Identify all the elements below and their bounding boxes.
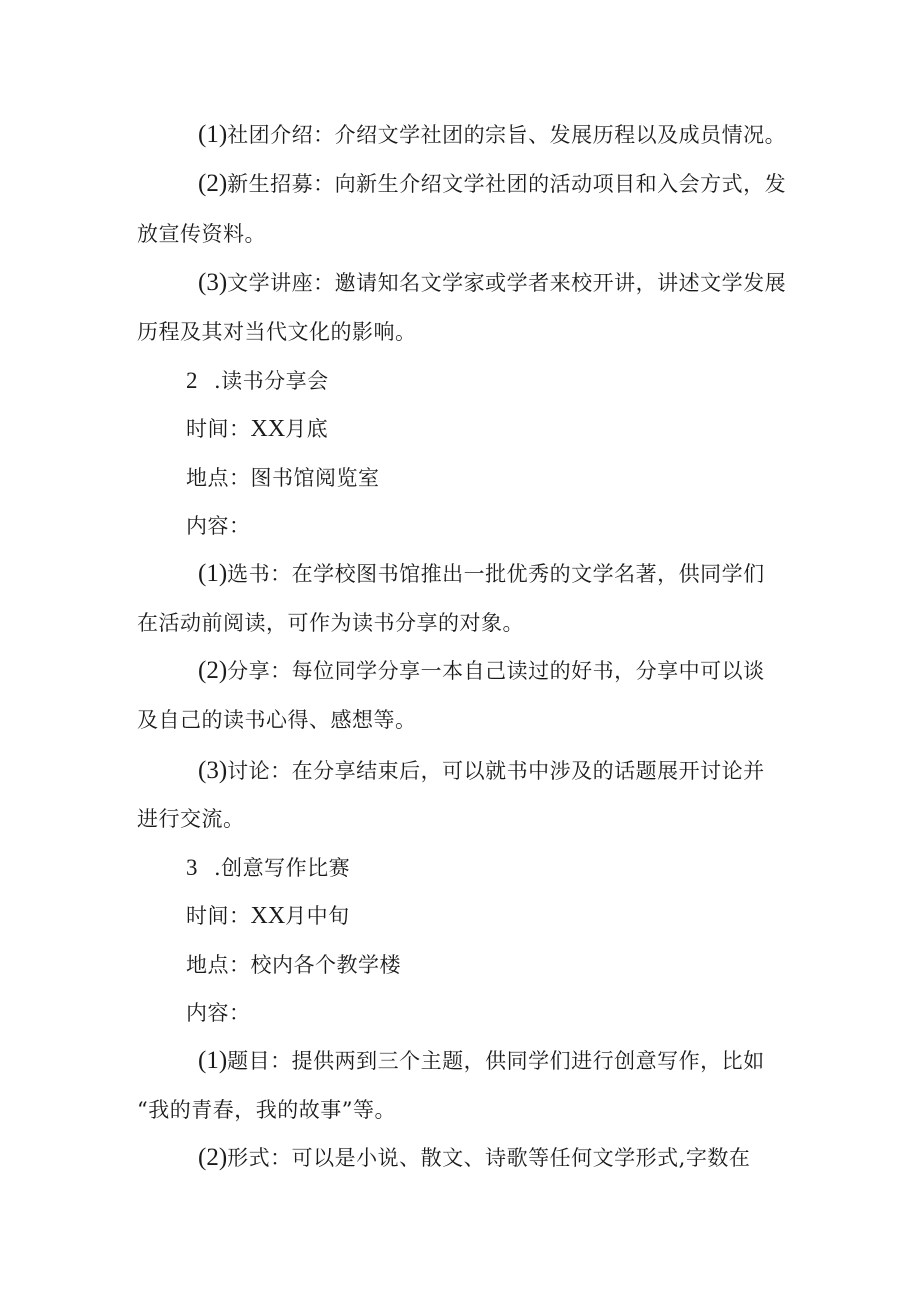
- line-text: 地点：校内各个教学楼: [186, 953, 401, 977]
- line-text: 及自己的读书心得、感想等。: [137, 708, 417, 732]
- line-text: 选书：在学校图书馆推出一批优秀的文学名著，供同学们: [227, 562, 765, 586]
- section-title: .创意写作比赛: [214, 856, 351, 880]
- content-label: [186, 998, 251, 1028]
- line-text: “我的青春，我的故事”等。: [137, 1098, 396, 1122]
- line-text: 形式：可以是小说、散文、诗歌等任何文学形式,字数在: [227, 1146, 751, 1170]
- paragraph-line: [198, 268, 786, 298]
- list-number: (3): [198, 269, 228, 296]
- list-number: (1): [198, 1047, 228, 1074]
- line-text: 在活动前阅读，可作为读书分享的对象。: [137, 611, 524, 635]
- line-text: 进行交流。: [137, 807, 245, 831]
- section-title: .读书分享会: [214, 369, 329, 393]
- time-label: 时间：: [186, 417, 251, 441]
- time-placeholder: XX: [250, 416, 286, 442]
- list-number: (1): [198, 560, 228, 587]
- section-heading: [186, 853, 350, 883]
- section-number: 3: [186, 855, 198, 880]
- line-text: 讨论：在分享结束后，可以就书中涉及的话题展开讨论并: [227, 759, 765, 783]
- list-number: (2): [198, 1144, 228, 1171]
- paragraph-line: [198, 169, 786, 199]
- paragraph-line: [198, 120, 786, 150]
- line-text: 题目：提供两到三个主题，供同学们进行创意写作，比如: [227, 1049, 765, 1073]
- line-text: 地点：图书馆阅览室: [186, 466, 380, 490]
- paragraph-line: [198, 656, 765, 686]
- line-text: 文学讲座：邀请知名文学家或学者来校开讲，讲述文学发展: [227, 271, 787, 295]
- paragraph-line: [198, 559, 765, 589]
- time-line: [186, 414, 328, 444]
- section-heading: [186, 366, 329, 396]
- time-placeholder: XX: [250, 903, 286, 929]
- time-value: 月中旬: [285, 904, 350, 928]
- location-line: [186, 950, 401, 980]
- paragraph-line: [137, 1095, 396, 1125]
- content-label: [186, 511, 251, 541]
- list-number: (2): [198, 657, 228, 684]
- paragraph-line: [198, 1143, 750, 1173]
- line-text: 内容：: [186, 514, 251, 538]
- line-text: 新生招募：向新生介绍文学社团的活动项目和入会方式，发: [227, 172, 787, 196]
- paragraph-line: [198, 1046, 765, 1076]
- paragraph-line: [137, 608, 524, 638]
- list-number: (1): [198, 121, 228, 148]
- line-text: 分享：每位同学分享一本自己读过的好书，分享中可以谈: [227, 659, 765, 683]
- section-number: 2: [186, 368, 198, 393]
- paragraph-line: [198, 756, 765, 786]
- paragraph-line: [137, 219, 266, 249]
- paragraph-line: [137, 705, 417, 735]
- line-text: 社团介绍：介绍文学社团的宗旨、发展历程以及成员情况。: [227, 123, 787, 147]
- line-text: 内容：: [186, 1001, 251, 1025]
- line-text: 放宣传资料。: [137, 222, 266, 246]
- time-line: [186, 901, 350, 931]
- line-text: 历程及其对当代文化的影响。: [137, 320, 417, 344]
- time-value: 月底: [285, 417, 329, 441]
- paragraph-line: [137, 317, 417, 347]
- list-number: (3): [198, 757, 228, 784]
- location-line: [186, 463, 380, 493]
- paragraph-line: [137, 804, 245, 834]
- list-number: (2): [198, 170, 228, 197]
- time-label: 时间：: [186, 904, 251, 928]
